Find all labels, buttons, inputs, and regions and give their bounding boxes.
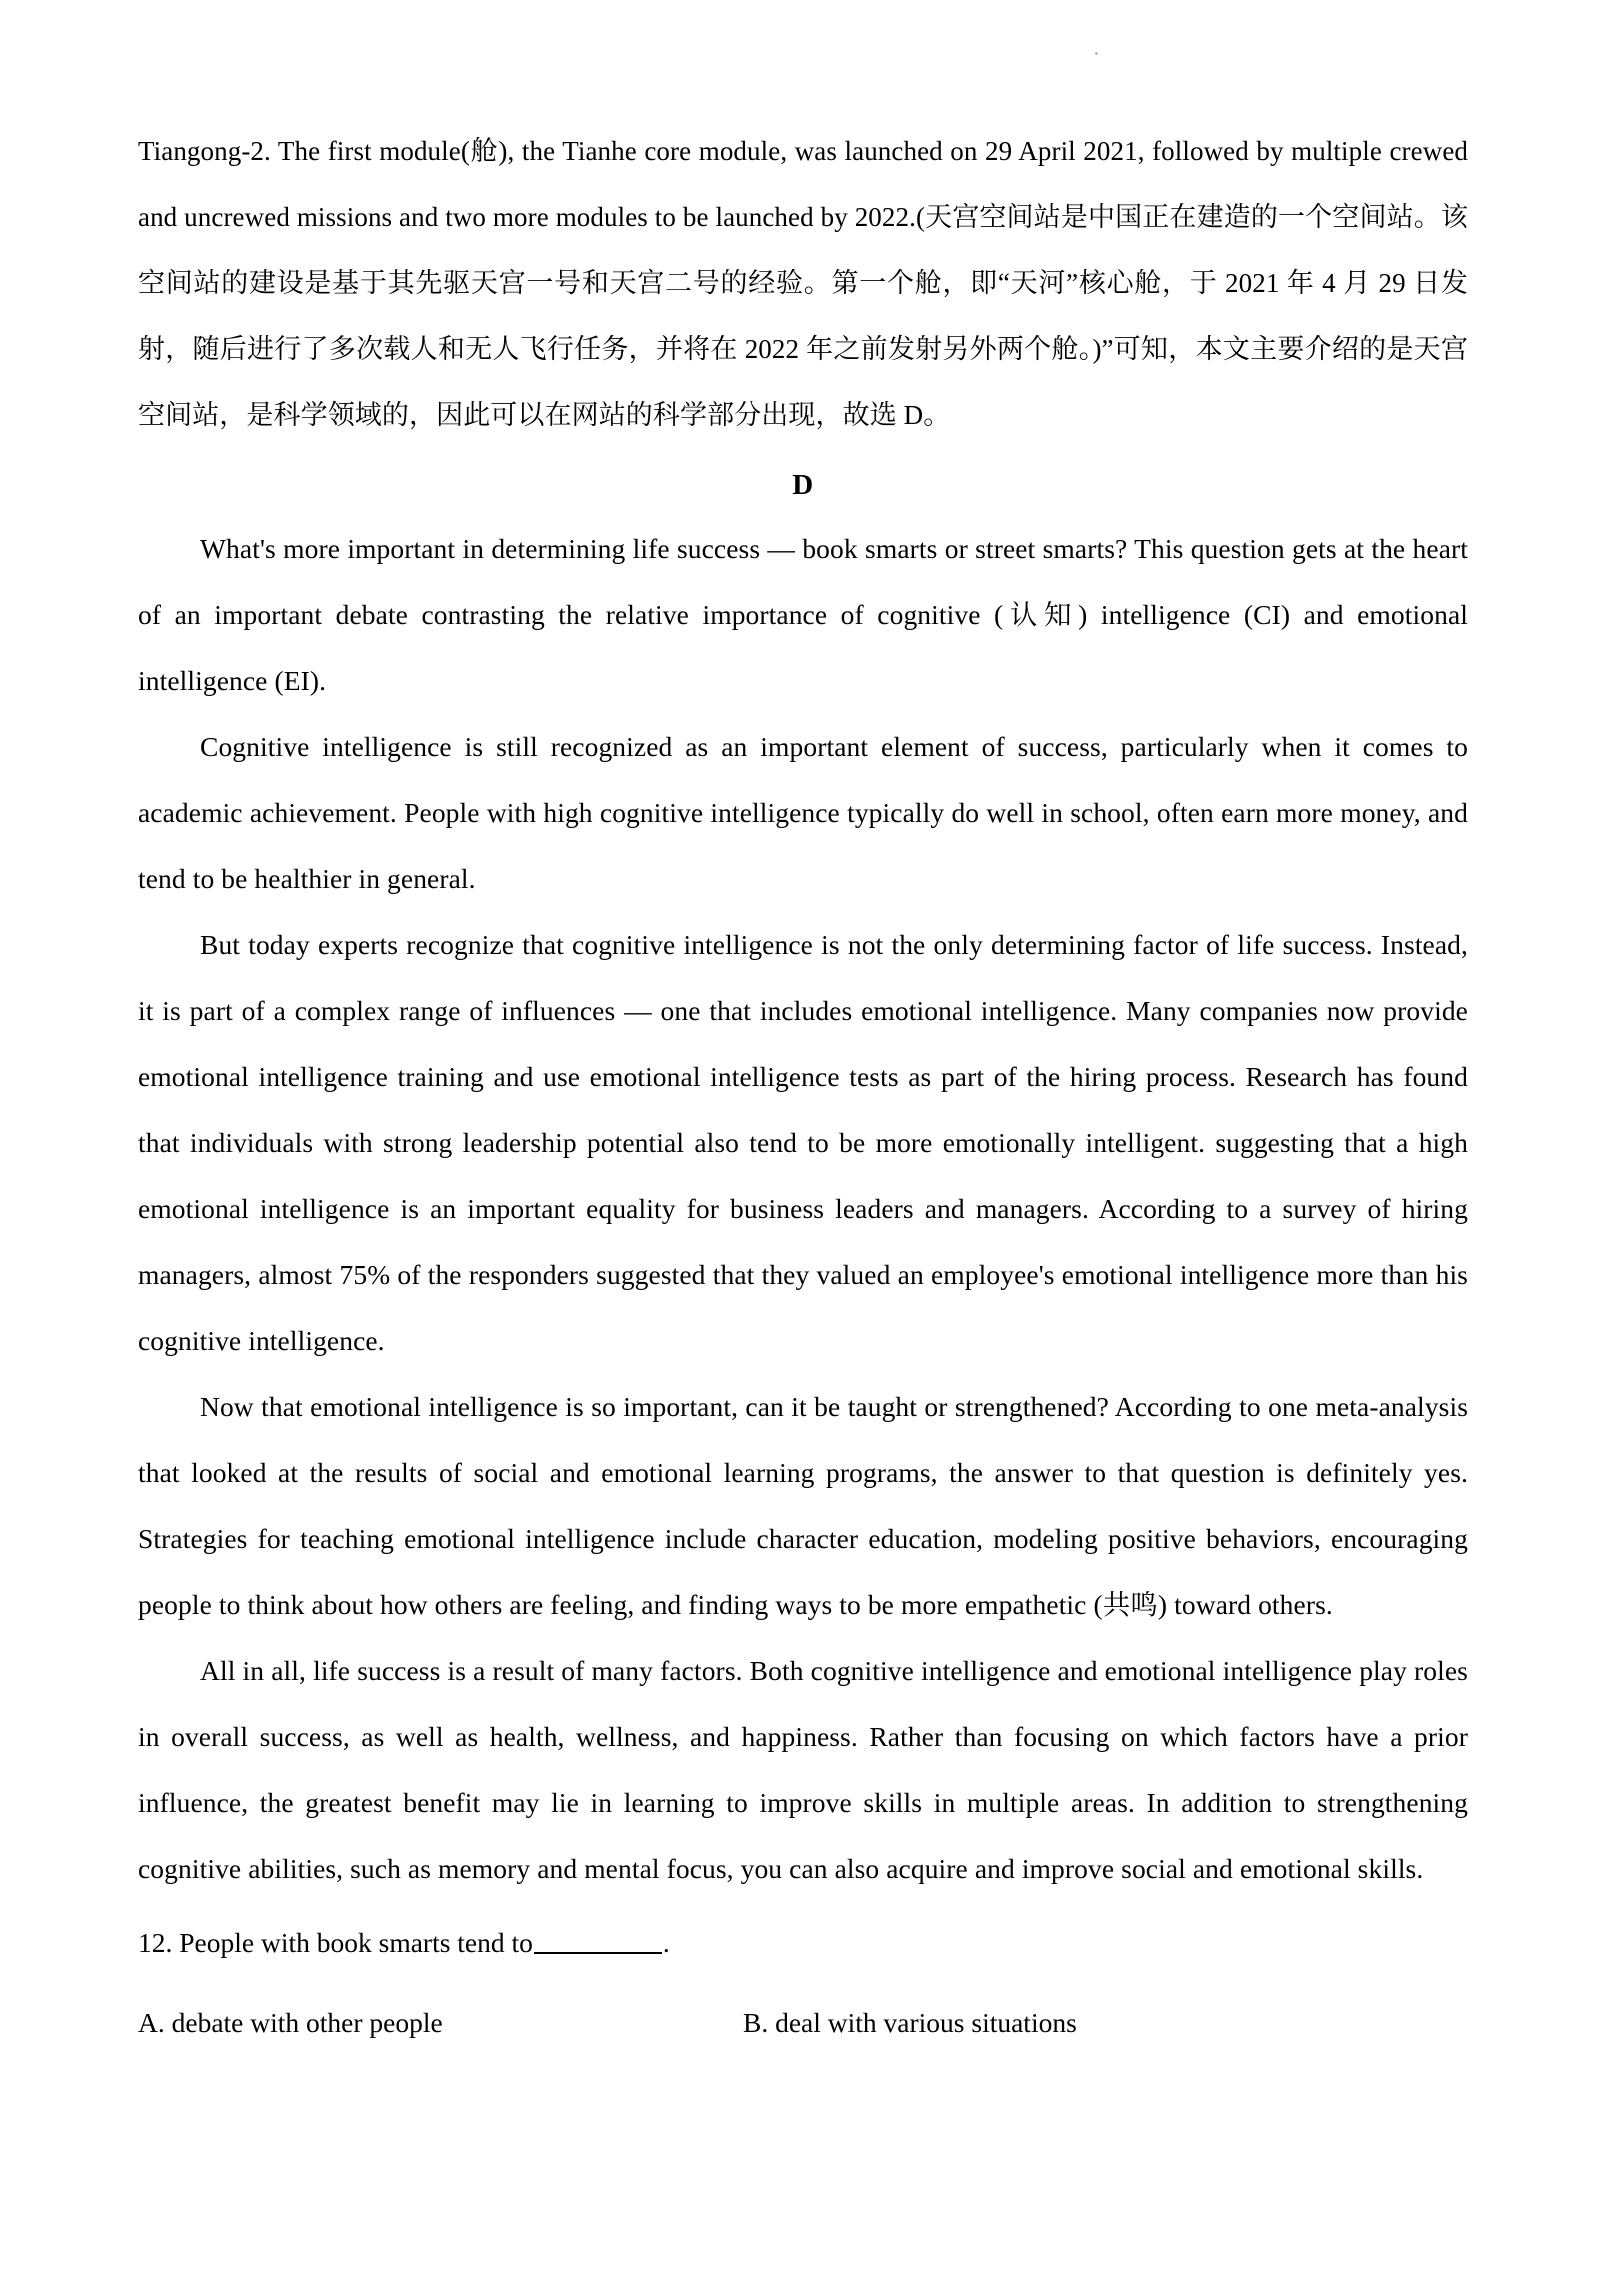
document-content [138,118,1468,2056]
section-letter-heading: D [792,469,814,501]
passage-paragraph-5: All in all, life success is a result of many factors. Both cognitive intelligence and emotional intelligence play roles in overall success, as well as health, wellness, and happiness. Rather than focusing on which factors have a prior influence, the greatest benefit may lie in learning to improve skills in multiple areas. In addition to strengthening cognitive abilities, such as memory and mental focus, you can also acquire and improve social and emotional skills. [138,1655,1468,1884]
option-b[interactable]: B. deal with various situations [743,2007,1077,2038]
question-trailing-punctuation: . [662,1927,670,1958]
page-top-marker-dot [1095,52,1098,55]
passage-paragraph-1: What's more important in determining life success — book smarts or street smarts? This question gets at the heart of an important debate contrasting the relative importance of cognitive (认知) intelligence (CI) and emotional intelligence (EI). [138,533,1468,696]
question-12-options [138,1976,1468,2056]
question-stem: 12. People with book smarts tend to [138,1927,533,1958]
analysis-continuation-paragraph: Tiangong-2. The first module(舱), the Tianhe core module, was launched on 29 April 2021, followed by multiple crewed and uncrewed missions and two more modules to be launched by 2022.(天宫空间站是中国正在建造的一个空间站。该空间站的建设是基于其先驱天宫一号和天宫二号的经验。第一个舱，即“天河”核心舱，于 2021 年 4 月 29 日发射，随后进行了多次载人和无人飞行任务，并将在 2022 年之前发射另外两个舱。)”可知，本文主要介绍的是天宫空间站，是科学领域的，因此可以在网站的科学部分出现，故选 D。 [138,136,1468,430]
option-a[interactable]: A. debate with other people [138,2007,443,2038]
answer-blank[interactable] [534,1932,662,1954]
question-12 [138,1902,1468,1976]
passage-paragraph-2: Cognitive intelligence is still recognized as an important element of success, particularly when it comes to academic achievement. People with high cognitive intelligence typically do well in school, often earn more money, and tend to be healthier in general. [138,731,1468,894]
passage-paragraph-4: Now that emotional intelligence is so important, can it be taught or strengthened? According to one meta-analysis that looked at the results of social and emotional learning programs, the answer to that question is definitely yes. Strategies for teaching emotional intelligence include character education, modeling positive behaviors, encouraging people to think about how others are feeling, and finding ways to be more empathetic (共鸣) toward others. [138,1391,1468,1620]
passage-paragraph-3: But today experts recognize that cognitive intelligence is not the only determining factor of life success. Instead, it is part of a complex range of influences — one that includes emotional intelligence. Many companies now provide emotional intelligence training and use emotional intelligence tests as part of the hiring process. Research has found that individuals with strong leadership potential also tend to be more emotionally intelligent. suggesting that a high emotional intelligence is an important equality for business leaders and managers. According to a survey of hiring managers, almost 75% of the responders suggested that they valued an employee's emotional intelligence more than his cognitive intelligence. [138,929,1468,1356]
